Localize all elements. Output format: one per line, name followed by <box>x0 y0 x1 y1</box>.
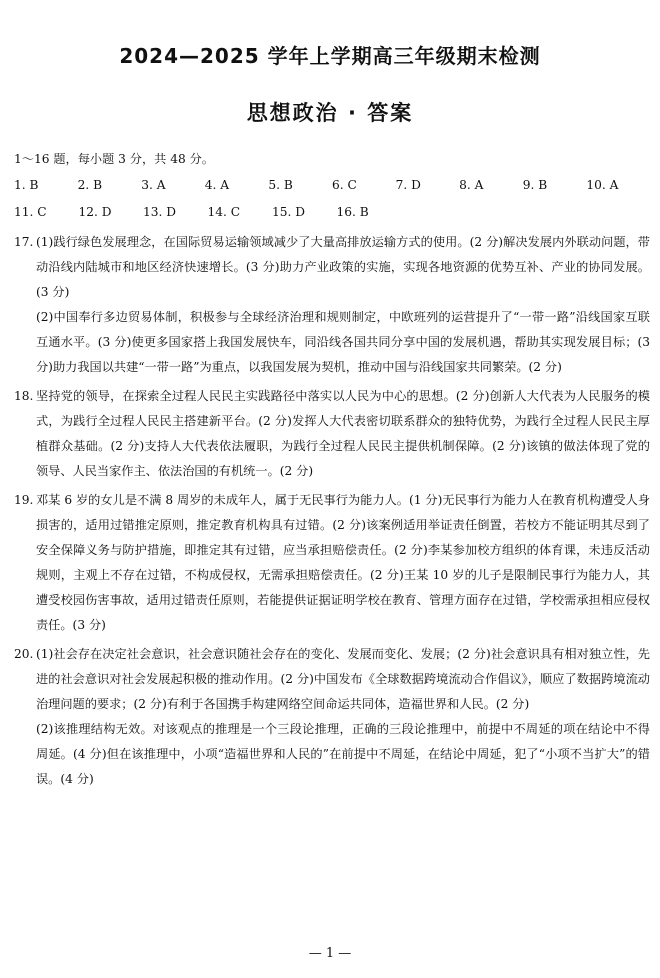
question-number: 19. <box>14 493 34 507</box>
mc-instruction: 1～16 题，每小题 3 分，共 48 分。 <box>14 152 214 166</box>
question-19 <box>14 488 650 638</box>
mc-answer: 7. D <box>395 178 421 192</box>
answer-paragraph: 坚持党的领导，在探索全过程人民民主实践路径中落实以人民为中心的思想。(2 分)创新人大代表为人民服务的模式，为践行全过程人民民主搭建新平台。(2 分)发挥人大代表密切联系群众的独特优势，为践行全过程人民民主厚植群众基础。(2 分)支持人大代表依法履职，为践行全过程人民民主提供机制保障。(2 分)该镇的做法体现了党的领导、人民当家作主、依法治国的有机统一。(2 分) <box>36 389 650 478</box>
mc-answer: 1. B <box>14 178 39 192</box>
mc-answer: 10. A <box>586 178 619 192</box>
answer-paragraph: (1)社会存在决定社会意识，社会意识随社会存在的变化、发展而变化、发展；(2 分)社会意识具有相对独立性，先进的社会意识对社会发展起积极的推动作用。(2 分)中国发布《全球数据跨境流动合作倡议》，顺应了数据跨境流动治理问题的要求；(2 分)有利于各国携手构建网络空间命运共同体，造福世界和人民。(2 分) <box>36 647 650 711</box>
answer-paragraph: 邓某 6 岁的女儿是不满 8 周岁的未成年人，属于无民事行为能力人。(1 分)无民事行为能力人在教育机构遭受人身损害的，适用过错推定原则，推定教育机构具有过错。(2 分)该案例适用举证责任倒置，若校方不能证明其尽到了安全保障义务与防护措施，即推定其有过错，应当承担赔偿责任。(2 分)李某参加校方组织的体育课，未违反活动规则，主观上不存在过错，不构成侵权，无需承担赔偿责任。(2 分)王某 10 岁的儿子是限制民事行为能力人，其遭受校园伤害事故，适用过错责任原则，若能提供证据证明学校在教育、管理方面存在过错，学校需承担相应侵权责任。(3 分) <box>36 493 650 632</box>
mc-answer: 11. C <box>14 205 47 219</box>
mc-answer: 16. B <box>336 205 369 219</box>
mc-answer: 4. A <box>204 178 230 192</box>
page-number: — 1 — <box>308 946 352 961</box>
mc-answer: 14. C <box>207 205 241 219</box>
page-subtitle: 思想政治 · 答案 <box>246 101 414 125</box>
mc-answer: 15. D <box>272 205 306 219</box>
mc-answer: 8. A <box>459 178 484 192</box>
mc-answer: 9. B <box>522 178 548 192</box>
question-answer <box>36 642 650 792</box>
mc-answer: 5. B <box>268 178 293 192</box>
answer-content <box>14 147 650 792</box>
answer-paragraph: (2)中国奉行多边贸易体制，积极参与全球经济治理和规则制定，中欧班列的运营提升了“一带一路”沿线国家互联互通水平。(3 分)使更多国家搭上我国发展快车，同沿线各国共同分享中国的发展机遇，帮助其实现发展目标；(3 分)助力我国以共建“一带一路”为重点，以我国发展为契机，推动中国与沿线国家共同繁荣。(2 分) <box>36 310 650 374</box>
question-18 <box>14 384 650 484</box>
question-17 <box>14 230 650 380</box>
question-number: 20. <box>14 647 34 661</box>
answer-paragraph: (2)该推理结构无效。对该观点的推理是一个三段论推理，正确的三段论推理中，前提中不周延的项在结论中不得周延。(4 分)但在该推理中，小项“造福世界和人民的”在前提中不周延，在结论中周延，犯了“小项不当扩大”的错误。(4 分) <box>36 722 650 786</box>
page-title: 2024—2025 学年上学期高三年级期末检测 <box>119 44 541 68</box>
mc-answer: 12. D <box>78 205 112 219</box>
question-number: 18. <box>14 389 34 403</box>
question-answer <box>36 384 650 484</box>
mc-answer-row <box>14 199 650 226</box>
question-answer <box>36 488 650 638</box>
mc-answer: 6. C <box>331 178 357 192</box>
question-20 <box>14 642 650 792</box>
mc-answer: 3. A <box>141 178 166 192</box>
question-number: 17. <box>14 235 34 249</box>
mc-answer-row <box>14 172 650 199</box>
mc-answer: 2. B <box>77 178 103 192</box>
mc-answer: 13. D <box>143 205 177 219</box>
question-answer <box>36 230 650 380</box>
answer-paragraph: (1)践行绿色发展理念，在国际贸易运输领域减少了大量高排放运输方式的使用。(2 分)解决发展内外联动问题，带动沿线内陆城市和地区经济快速增长。(3 分)助力产业政策的实施，实现各地资源的优势互补、产业的协同发展。(3 分) <box>36 235 650 299</box>
